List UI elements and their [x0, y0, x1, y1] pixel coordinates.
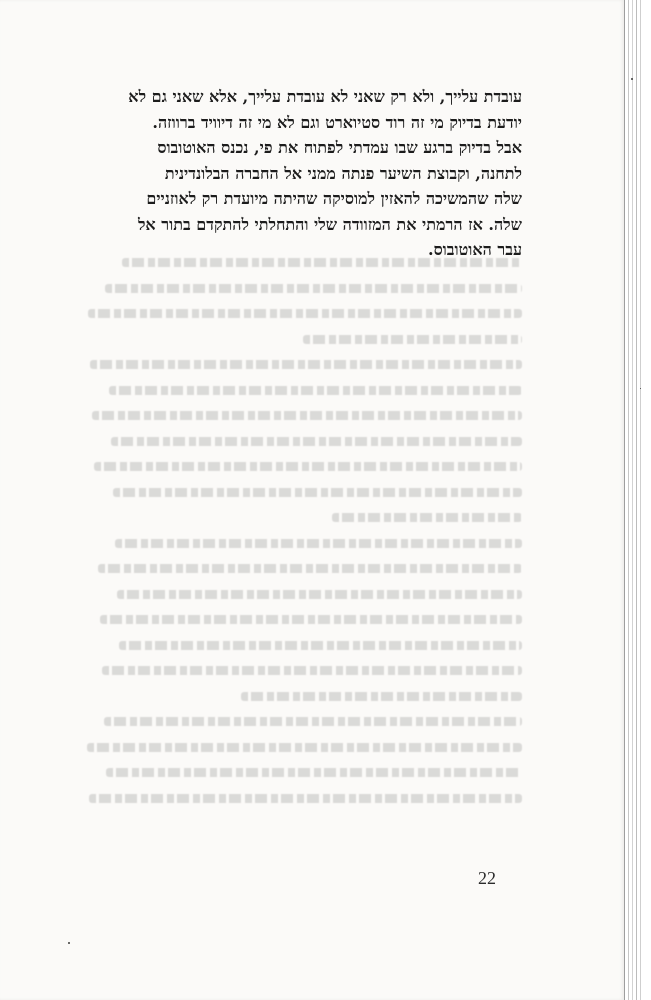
- reverse-side-bleed-through: [86, 258, 522, 818]
- bleed-line: [109, 386, 522, 395]
- bleed-line: [115, 539, 522, 548]
- bleed-line: [102, 666, 522, 675]
- body-text: [90, 84, 522, 263]
- bleed-line: [92, 411, 522, 420]
- bleed-line: [303, 335, 522, 344]
- bleed-line: [89, 794, 522, 803]
- bleed-line: [106, 768, 522, 777]
- body-line: לתחנה, וקבוצת השיער פנתה ממני אל החברה הבלונדינית: [164, 163, 522, 183]
- page-edge: [624, 0, 625, 1000]
- dust-speck: [631, 78, 633, 80]
- bleed-line: [241, 692, 522, 701]
- bleed-line: [98, 564, 522, 573]
- bleed-line: [90, 360, 522, 369]
- bleed-line: [104, 717, 522, 726]
- page-edge: [636, 0, 637, 1000]
- bleed-line: [111, 437, 522, 446]
- bleed-line: [117, 590, 522, 599]
- body-line: עובדת עלייך, ולא רק שאני לא עובדת עלייך, אלא שאני גם לא: [128, 87, 522, 106]
- page-edge: [640, 0, 641, 1000]
- body-line: שלה שהמשיכה להאזין למוסיקה שהיתה מיועדת רק לאוזניים: [146, 189, 522, 208]
- bleed-line: [332, 513, 522, 522]
- body-line: אבל בדיוק ברגע שבו עמדתי לפתוח את פי, נכנס האוטובוס: [157, 138, 522, 157]
- bleed-line: [88, 309, 522, 318]
- dust-speck: [68, 942, 70, 944]
- bleed-line: [119, 641, 522, 650]
- page-edge: [632, 0, 633, 1000]
- bleed-line: [113, 488, 522, 497]
- bleed-line: [105, 284, 522, 293]
- dust-speck: [640, 388, 641, 389]
- page-number: 22: [478, 868, 496, 888]
- bleed-line: [100, 615, 522, 624]
- body-line: שלה. אז הרמתי את המזוודה שלי והתחלתי להתקדם בתור אל: [137, 214, 522, 234]
- page-edge: [628, 0, 629, 1000]
- body-line: עבר האוטובוס.: [428, 240, 522, 259]
- bleed-line: [87, 743, 522, 752]
- body-line: יודעת בדיוק מי זה רוד סטיוארט וגם לא מי זה דיוויד ברווזה.: [152, 112, 522, 132]
- bleed-line: [94, 462, 522, 471]
